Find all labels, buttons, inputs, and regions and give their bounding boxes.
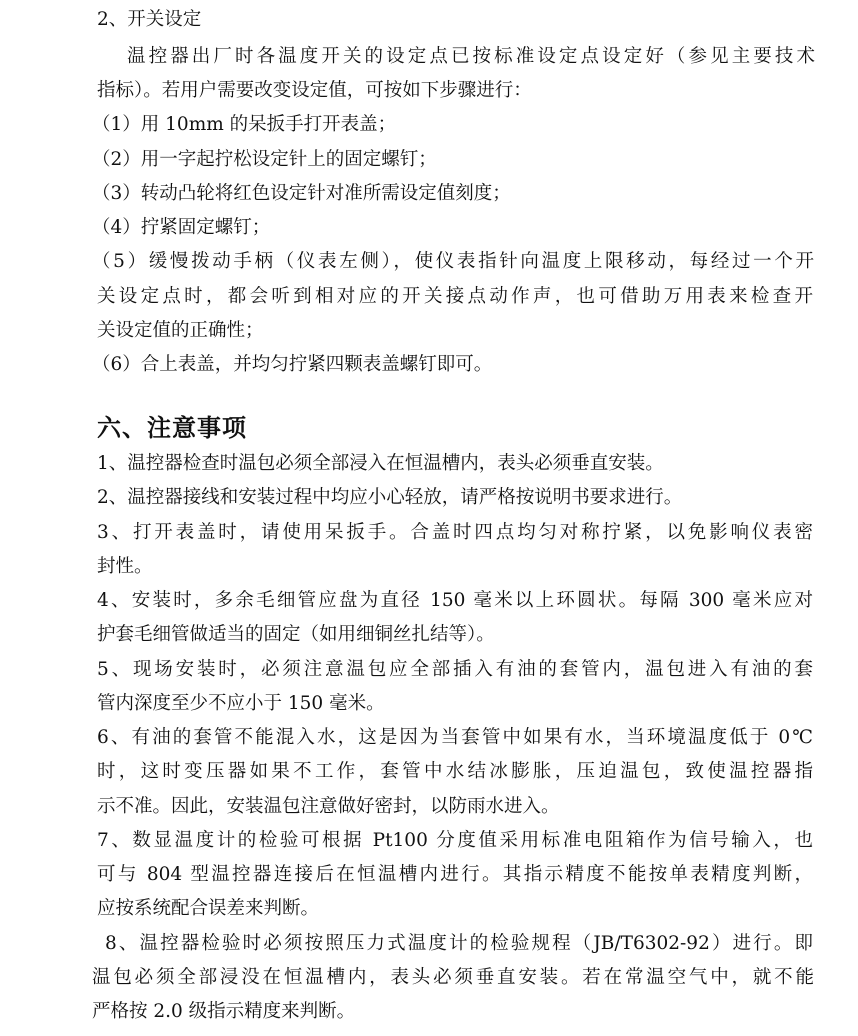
switch-step-3: （3）转动凸轮将红色设定针对准所需设定值刻度； bbox=[92, 183, 511, 204]
note-3-line-1: 3、打开表盖时，请使用呆扳手。合盖时四点均匀对称拧紧，以免影响仪表密 bbox=[97, 522, 813, 543]
note-4-line-1: 4、安装时，多余毛细管应盘为直径 150 毫米以上环圆状。每隔 300 毫米应对 bbox=[97, 590, 813, 611]
note-6-line-3: 示不准。因此，安装温包注意做好密封，以防雨水进入。 bbox=[97, 796, 560, 817]
notes-heading: 六、注意事项 bbox=[97, 413, 247, 442]
note-6-line-2: 时，这时变压器如果不工作，套管中水结冰膨胀，压迫温包，致使温控器指 bbox=[97, 761, 813, 782]
note-6-line-1: 6、有油的套管不能混入水，这是因为当套管中如果有水，当环境温度低于 0℃ bbox=[97, 727, 813, 748]
note-4-line-2: 护套毛细管做适当的固定（如用细铜丝扎结等）。 bbox=[97, 624, 495, 645]
switch-step-1: （1）用 10mm 的呆扳手打开表盖； bbox=[92, 114, 397, 135]
note-7-line-1: 7、数显温度计的检验可根据 Pt100 分度值采用标准电阻箱作为信号输入，也 bbox=[97, 830, 813, 851]
note-3-line-2: 封性。 bbox=[97, 556, 153, 577]
section-switch-title: 2、开关设定 bbox=[97, 9, 202, 30]
switch-step-6: （6）合上表盖，并均匀拧紧四颗表盖螺钉即可。 bbox=[92, 354, 493, 375]
switch-step-5-line-2: 关设定点时，都会听到相对应的开关接点动作声，也可借助万用表来检查开 bbox=[97, 286, 813, 307]
note-7-line-3: 应按系统配合误差来判断。 bbox=[97, 898, 320, 919]
note-5-line-2: 管内深度至少不应小于 150 毫米。 bbox=[97, 693, 385, 714]
switch-step-2: （2）用一字起拧松设定针上的固定螺钉； bbox=[92, 149, 437, 170]
switch-step-5-line-3: 关设定值的正确性； bbox=[97, 320, 264, 341]
switch-step-4: （4）拧紧固定螺钉； bbox=[92, 217, 271, 238]
note-5-line-1: 5、现场安装时，必须注意温包应全部插入有油的套管内，温包进入有油的套 bbox=[97, 659, 813, 680]
note-7-line-2: 可与 804 型温控器连接后在恒温槽内进行。其指示精度不能按单表精度判断， bbox=[97, 864, 813, 885]
switch-step-5-line-1: （5）缓慢拨动手柄（仪表左侧），使仪表指针向温度上限移动，每经过一个开 bbox=[92, 251, 814, 272]
note-2: 2、温控器接线和安装过程中均应小心轻放，请严格按说明书要求进行。 bbox=[97, 487, 683, 508]
note-1: 1、温控器检查时温包必须全部浸入在恒温槽内，表头必须垂直安装。 bbox=[97, 453, 664, 474]
switch-intro-line-2: 指标）。若用户需要改变设定值，可按如下步骤进行： bbox=[97, 80, 532, 101]
note-8-line-1: 8、温控器检验时必须按照压力式温度计的检验规程（JB/T6302-92）进行。即 bbox=[97, 933, 813, 954]
note-8-line-2: 温包必须全部浸没在恒温槽内，表头必须垂直安装。若在常温空气中，就不能 bbox=[92, 967, 814, 988]
note-8-line-3: 严格按 2.0 级指示精度来判断。 bbox=[92, 1001, 356, 1022]
switch-intro-line-1: 温控器出厂时各温度开关的设定点已按标准设定点设定好（参见主要技术 bbox=[127, 46, 815, 67]
